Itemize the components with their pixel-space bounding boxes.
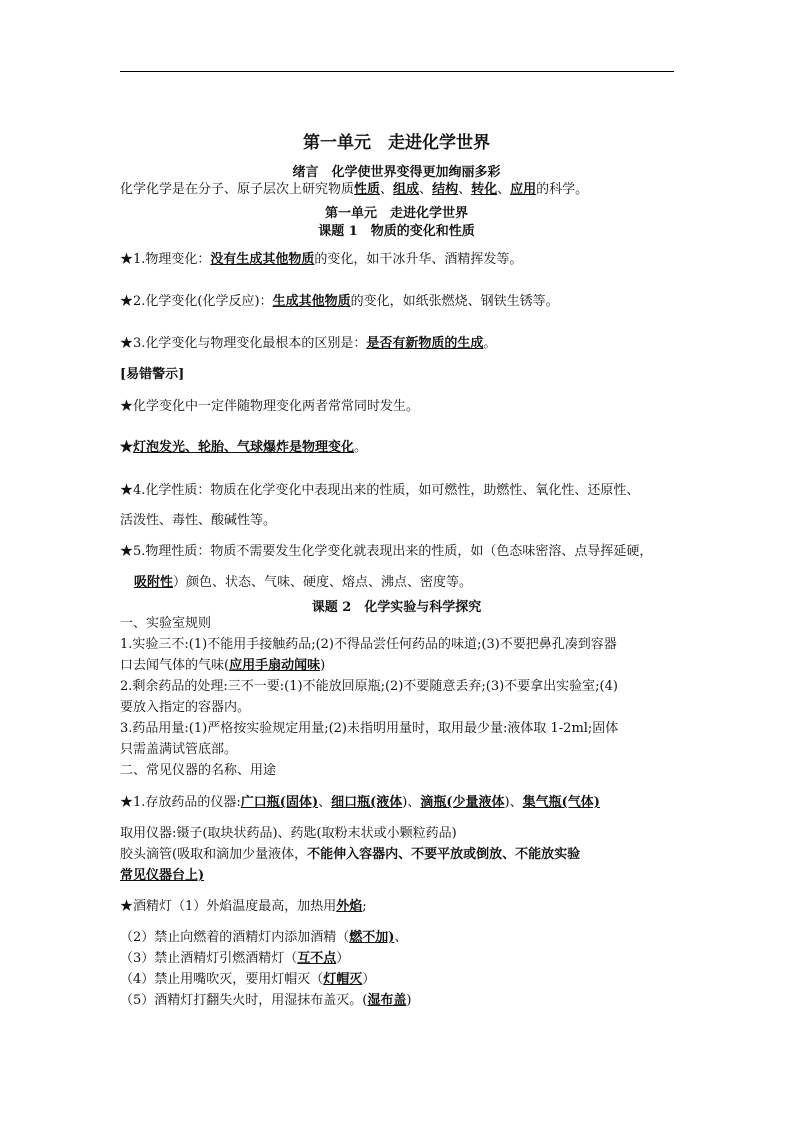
item-keyword: 吸附性 [134,575,174,590]
intro-end: 的科学。 [536,182,589,197]
keyword-property: 性质 [354,182,381,197]
item-keyword: 湿布盖 [367,993,407,1008]
lamp-5 [120,993,411,1009]
item-text: ★酒精灯（1）外焰温度最高，加热用 [120,899,337,914]
lesson1-heading: 课题 1 物质的变化和性质 [318,224,475,239]
separator: 、 [419,182,433,197]
item-chemical-property-line1: ★4.化学性质：物质在化学变化中表现出来的性质，如可燃性，助燃性、氧化性、还原性、 [120,483,640,498]
item-keyword: 细口瓶(液体 [331,795,403,810]
header-rule [120,71,674,72]
rule3-line1: 3.药品用量:(1)严格按实验规定用量;(2)未指明用量时，取用最少量:液体取 1-2ml;固体 [120,721,619,736]
intro-text: 化学化学是在分子、原子层次上研究物质 [120,182,355,197]
item-keyword: 集气瓶(气体) [522,795,600,810]
item-text: 的变化，如干冰升华、酒精挥发等。 [314,252,523,267]
item-keyword: 是否有新物质的生成 [366,336,484,351]
item-text: ★3.化学变化与物理变化最根本的区别是： [120,336,367,351]
item-text: （5）酒精灯打翻失火时，用湿抹布盖灭。( [120,993,368,1008]
item-keyword: 没有生成其他物质 [210,252,315,267]
item-text: （4）禁止用嘴吹灭，要用灯帽灭（ [120,972,324,987]
item-difference [120,336,496,352]
separator: 、 [318,795,332,810]
item-physical-property-line2 [134,575,472,591]
dropper-line2: 常见仪器台上) [120,868,205,883]
item-chemical-change [120,294,559,310]
rule2-line2: 要放入指定的容器内。 [120,700,251,715]
separator: )、 [402,795,421,810]
warning-2 [120,440,367,456]
item-text: ） [336,951,350,966]
separator: 、 [380,182,394,197]
item-keyword: 滴瓶(少量液体 [420,795,505,810]
item-text: 口去闻气体的气味( [120,658,230,673]
item-text: ) [406,993,412,1008]
item-chemical-property-line2: 活泼性、毒性、酸碱性等。 [120,513,277,528]
item-keyword: 灯泡发光、轮胎、气球爆炸是物理变化 [133,440,355,455]
item-text: ★1.存放药品的仪器: [120,795,241,810]
item-text: ★2.化学变化(化学反应)： [120,294,273,309]
rule1-line1: 1.实验三不:(1)不能用手接触药品;(2)不得品尝任何药品的味道;(3)不要把鼻孔凑到容器 [120,637,617,652]
separator: )、 [504,795,523,810]
separator: 、 [497,182,511,197]
lamp-3 [120,951,349,967]
lamp-2 [120,930,407,946]
lamp-1 [120,899,367,915]
keyword-structure: 结构 [432,182,459,197]
item-text: ) [320,658,326,673]
item-physical-property-line1: ★5.物理性质：物质不需要发生化学变化就表现出来的性质，如（色态味密溶、点导挥延硬， [120,544,653,559]
warning-1: ★化学变化中一定伴随物理变化两者常常同时发生。 [120,399,420,414]
item-text: ）颜色、状态、气味、硬度、熔点、沸点、密度等。 [173,575,473,590]
separator: 、 [458,182,472,197]
rule1-line2 [120,658,325,674]
lamp-4 [120,972,375,988]
keyword-application: 应用 [510,182,537,197]
item-keyword: 广口瓶(固体) [240,795,319,810]
section-lab-rules: 一、实验室规则 [120,616,212,631]
page-title: 第一单元 走进化学世界 [303,133,490,153]
item-keyword: 灯帽灭 [323,972,363,987]
instrument-take: 取用仪器:镊子(取块状药品)、药匙(取粉末状或小颗粒药品) [120,826,457,841]
instrument-storage [120,795,600,811]
item-text: ） [362,972,376,987]
item-text: 、 [394,930,408,945]
item-keyword: 应用手扇动闻味 [229,658,321,673]
subtitle: 绪言 化学使世界变得更加绚丽多彩 [292,165,501,180]
section-instruments: 二、常见仪器的名称、用途 [120,763,277,778]
rule2-line1: 2.剩余药品的处理:三不一要:(1)不能放回原瓶;(2)不要随意丢弃;(3)不要拿出实验室;(4) [120,679,618,694]
item-text: 胶头滴管(吸取和滴加少量液体， [120,847,308,862]
item-text: ; [362,899,367,914]
keyword-composition: 组成 [393,182,420,197]
item-text: 。 [354,440,368,455]
item-text: （3）禁止酒精灯引燃酒精灯（ [120,951,298,966]
keyword-transformation: 转化 [471,182,498,197]
item-text: 的变化，如纸张燃烧、钢铁生锈等。 [350,294,559,309]
item-keyword: 燃不加) [349,930,395,945]
item-keyword: 生成其他物质 [272,294,351,309]
star-mark: ★ [120,440,134,455]
intro-paragraph [120,182,588,198]
dropper-line1 [120,847,580,863]
item-text: 。 [483,336,497,351]
item-keyword: 不能伸入容器内、不要平放或倒放、不能放实验 [307,847,581,862]
rule3-line2: 只需盖满试管底部。 [120,742,238,757]
unit-heading: 第一单元 走进化学世界 [324,206,468,221]
item-physical-change [120,252,522,268]
item-keyword: 互不点 [297,951,337,966]
item-keyword: 外焰 [336,899,363,914]
item-text: （2）禁止向燃着的酒精灯内添加酒精（ [120,930,350,945]
lesson2-heading: 课题 2 化学实验与科学探究 [311,600,482,615]
warning-title: [易错警示] [120,367,185,382]
item-text: ★1.物理变化： [120,252,211,267]
